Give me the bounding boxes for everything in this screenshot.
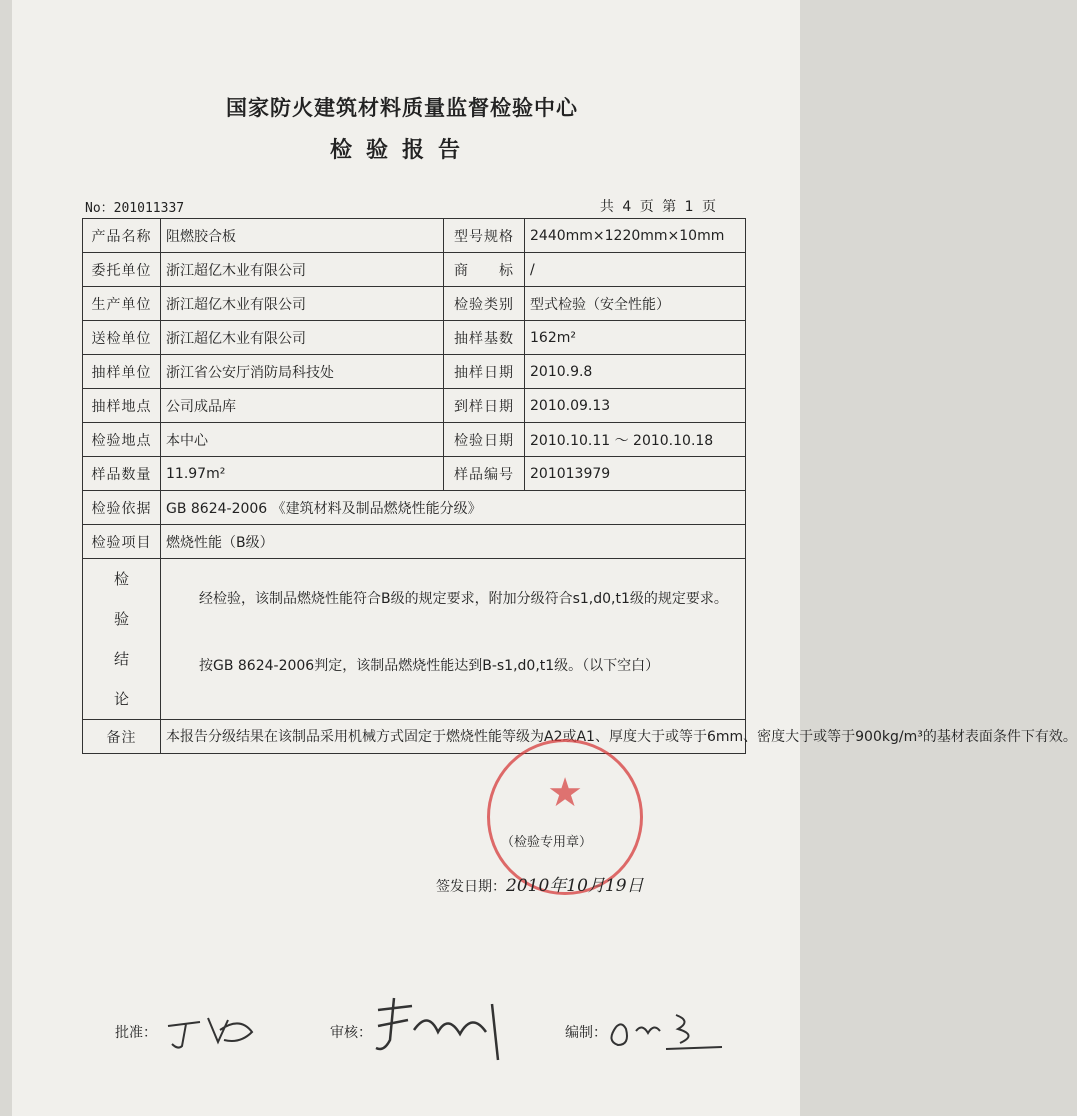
table-row: [83, 253, 746, 287]
table-row: [83, 321, 746, 355]
seal-star-icon: ★: [547, 770, 583, 816]
field-value: 11.97m²: [161, 457, 444, 491]
info-rows: [83, 219, 1077, 896]
remark-text: 本报告分级结果在该制品采用机械方式固定于燃烧性能等级为A2或A1、厚度大于或等于6mm、密度大于或等于900kg/m³的基材表面条件下有效。: [161, 720, 746, 754]
field-value: 浙江省公安厅消防局科技处: [161, 355, 444, 389]
field-value: /: [525, 253, 746, 287]
field-value: 公司成品库: [161, 389, 444, 423]
field-label: 抽样日期: [444, 355, 525, 389]
field-value: 201013979: [525, 457, 746, 491]
report-number-label: No：: [85, 201, 114, 216]
remark-row: [83, 720, 746, 754]
report-number: [85, 197, 184, 216]
table-row: [83, 389, 746, 423]
page-indicator: 共 4 页 第 1 页: [599, 199, 718, 215]
conclusion-label-char: 结: [113, 650, 129, 668]
field-label: 抽样单位: [83, 355, 161, 389]
conclusion-label-char: 验: [113, 610, 129, 628]
issue-date-label: 签发日期：: [436, 879, 506, 895]
field-label: 商 标: [444, 253, 525, 287]
table-row: [83, 457, 746, 491]
report-number-value: 201011337: [113, 201, 185, 216]
conclusion-row: [83, 559, 746, 720]
org-title: 国家防火建筑材料质量监督检验中心: [226, 96, 578, 120]
basis-label: 检验依据: [83, 491, 161, 525]
field-value: 本中心: [161, 423, 444, 457]
basis-row: [83, 491, 746, 525]
conclusion-label-char: 检: [113, 570, 129, 588]
basis-value: GB 8624-2006 《建筑材料及制品燃烧性能分级》: [161, 491, 746, 525]
review-signature: [368, 990, 528, 1070]
approve-label: 批准：: [115, 1025, 157, 1041]
table-row: [83, 219, 746, 253]
field-value: 浙江超亿木业有限公司: [161, 321, 444, 355]
remark-label: 备注: [83, 720, 161, 754]
report-table: [82, 218, 1077, 896]
field-label: 检验类别: [444, 287, 525, 321]
conclusion-label: [83, 559, 161, 720]
compile-label: 编制：: [565, 1025, 607, 1041]
field-value: 2440mm×1220mm×10mm: [525, 219, 746, 253]
report-title: 检验报告: [329, 138, 474, 163]
seal-caption: （检验专用章）: [501, 835, 593, 850]
field-label: 抽样地点: [83, 389, 161, 423]
field-value: 2010.10.11 ～ 2010.10.18: [525, 423, 746, 457]
table-row: [83, 423, 746, 457]
field-label: 抽样基数: [444, 321, 525, 355]
field-label: 型号规格: [444, 219, 525, 253]
field-label: 产品名称: [83, 219, 161, 253]
field-label: 检验地点: [83, 423, 161, 457]
field-value: 2010.09.13: [525, 389, 746, 423]
field-value: 浙江超亿木业有限公司: [161, 287, 444, 321]
conclusion-paragraph-2: 按GB 8624-2006判定，该制品燃烧性能达到B-s1,d0,t1级。（以下空白）: [199, 658, 660, 674]
approve-signature: [160, 1006, 270, 1051]
field-label: 到样日期: [444, 389, 525, 423]
item-row: [83, 525, 746, 559]
table-row: [83, 287, 746, 321]
issue-date: [436, 871, 644, 896]
item-value: 燃烧性能（B级）: [161, 525, 746, 559]
field-value: 阻燃胶合板: [161, 219, 444, 253]
conclusion-paragraph-1: 经检验，该制品燃烧性能符合B级的规定要求，附加分级符合s1,d0,t1级的规定要求。: [199, 591, 728, 607]
table-row: [83, 355, 746, 389]
field-label: 样品编号: [444, 457, 525, 491]
field-label: 检验日期: [444, 423, 525, 457]
conclusion-label-char: 论: [113, 690, 129, 708]
field-label: 送检单位: [83, 321, 161, 355]
field-label: 委托单位: [83, 253, 161, 287]
field-value: 浙江超亿木业有限公司: [161, 253, 444, 287]
item-label: 检验项目: [83, 525, 161, 559]
field-label: 生产单位: [83, 287, 161, 321]
compile-signature: [602, 1005, 732, 1055]
field-value: 2010.9.8: [525, 355, 746, 389]
field-value: 162m²: [525, 321, 746, 355]
field-label: 样品数量: [83, 457, 161, 491]
review-label: 审核：: [330, 1025, 372, 1041]
issue-date-value: 2010年10月19日: [506, 876, 644, 896]
field-value: 型式检验（安全性能）: [525, 287, 746, 321]
